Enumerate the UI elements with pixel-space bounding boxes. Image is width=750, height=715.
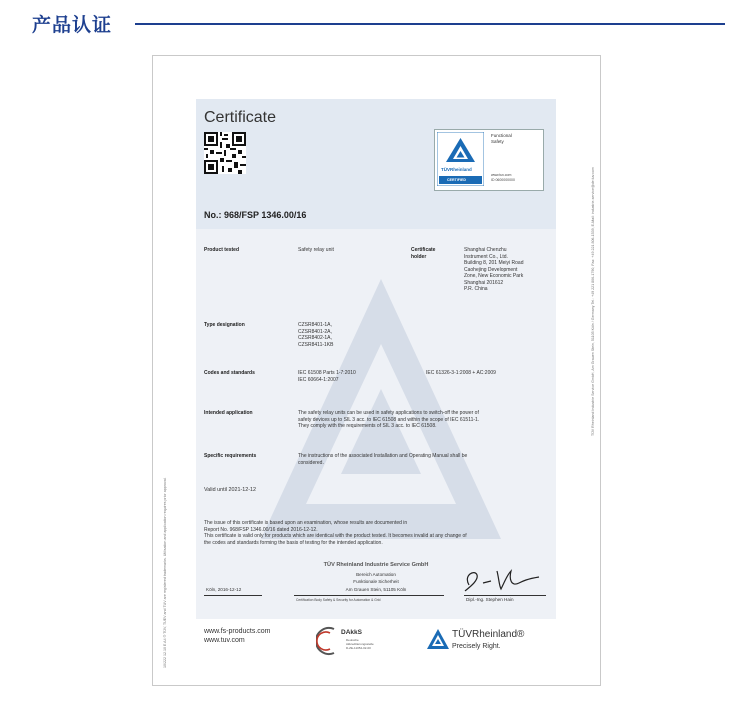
valid-until: Valid until 2021-12-12 [204,487,257,493]
tuv-logo-triangle-icon [426,628,450,650]
signature-icon [461,567,546,595]
tuv-slogan: Precisely Right. [452,643,501,650]
product-tested-value: Safety relay unit [298,247,334,253]
issue-line: the codes and standards forming the basis of testing for the intended application. [204,539,383,546]
specific-requirements-label: Specific requirements [204,453,257,459]
intended-application-label: Intended application [204,410,253,416]
dakks-logo [316,625,376,665]
section-title: 产品认证 [32,14,113,36]
dakks-subtitle [346,638,374,650]
specific-line: The instructions of the associated Installation and Operating Manual shall be [298,453,468,459]
holder-line: Shanghai Chenzhu [464,247,507,253]
mark-certified: CERTIFIED [447,178,466,182]
type-designation-values [298,322,333,348]
holder-line: Instrument Co., Ltd. [464,253,508,260]
dakks-sub-line: D-ZE-11052-02-00 [346,646,371,650]
tuv-watermark-icon [251,269,511,549]
specific-line: considered. [298,459,324,466]
side-note-left: 10/222 12.10 E A4 ® TÜV, TUEV and TUV are registered trademarks. Utilisation and application requires prior approval. [163,477,167,668]
issue-statement [204,520,467,546]
tuv-rheinland-logo [426,628,551,658]
specific-requirements-text [298,453,467,466]
certificate-body [196,229,556,619]
code-line: IEC 61508 Parts 1-7:2010 [298,370,356,376]
codes-standards-left [298,370,356,383]
tuv-certified-mark [434,129,544,191]
qr-code-icon [204,132,246,174]
dakks-name: DAkkS [341,629,362,636]
dakks-sub-line: Deutsche [346,638,359,642]
mark-functional-safety [491,133,512,145]
certificate-number: No.: 968/FSP 1346.00/16 [204,210,307,220]
certificate-holder-label [411,247,435,260]
intended-line: The safety relay units can be used in safety applications to switch-off the power of [298,410,479,416]
mark-safety: Safety [491,139,504,144]
holder-label-line-2: holder [411,253,427,260]
issue-line: The issue of this certificate is based upon an examination, whose results are documented in [204,520,408,526]
issue-line: Report No. 968/FSP 1346.00/16 dated 2016-12-12. [204,526,318,533]
type-line: CZSR8411-1KB [298,341,334,348]
mark-functional: Functional [491,133,512,138]
holder-line: P.R. China [464,286,488,292]
website-fs-products: www.fs-products.com [204,628,271,635]
footer-websites [204,627,271,645]
certificate-sheet [196,99,556,666]
address-line [294,595,444,596]
certificate-title: Certificate [204,109,277,126]
mark-contact [491,173,515,183]
website-tuv: www.tuv.com [204,637,245,644]
product-tested-label: Product tested [204,247,240,253]
certificate-frame [152,55,601,686]
service-address: Am Grauen Stein, 51105 Köln [345,587,407,592]
intended-line: safety devices up to SIL 3 acc. to IEC 61508 and within the scope of IEC 61511-1. [298,416,480,423]
type-line: CZSR8402-1A, [298,335,332,341]
holder-label-line-1: Certificate [411,247,436,253]
certification-body-caption: Certification Body Safety & Security for Automation & Grid [296,598,381,602]
dakks-sub-line: Akkreditierungsstelle [346,642,374,646]
certificate-header [196,99,556,229]
place-date: Köln, 2016-12-12 [206,587,242,592]
holder-line: Caohejing Development [464,266,518,273]
intended-application-text [298,410,479,430]
mark-id: ID 0600000000 [491,178,515,182]
mark-brand: TÜVRheinland [441,167,472,172]
certificate-footer [196,619,556,666]
codes-standards-label: Codes and standards [204,370,255,376]
dakks-icon [316,626,338,656]
issue-line: This certificate is valid only for products which are identical with the product tested. It becomes invalid at any change of [204,533,467,539]
signature-line [464,595,546,596]
side-note-right: TÜV Rheinland Industrie Service GmbH, Am Grauen Stein, 51105 Köln / Germany Tel.: +49 221 806-1790, Fax: +49 221 806-1539, E-Mail: industrie-service@de.tuv.com [591,167,595,436]
holder-line: Building 8, 201 Meiyi Road [464,260,524,266]
type-designation-label: Type designation [204,322,245,328]
codes-standards-right: IEC 61326-3-1:2008 + AC:2009 [426,370,496,376]
service-dept-1: Bereich Automation [356,572,396,577]
intended-line: They comply with the requirements of SIL 3 acc. to IEC 61508. [298,423,437,429]
tuv-brand: TÜVRheinland® [452,629,525,640]
place-date-line [204,595,262,596]
type-line: CZSR8401-2A, [298,328,332,335]
code-line: IEC 60664-1:2007 [298,376,339,383]
mark-www: www.tuv.com [491,173,512,177]
holder-line: Zone, New Economic Park [464,273,524,279]
holder-line: Shanghai 201612 [464,279,504,286]
service-dept-2: Funktionale Sicherheit [353,579,399,584]
title-rule [135,23,725,25]
service-company: TÜV Rheinland Industrie Service GmbH [323,562,429,568]
certificate-holder-address [464,247,523,293]
signer-name: Dipl.-Ing. Stephen Hain [466,597,514,602]
type-line: CZSR8401-1A, [298,322,332,328]
